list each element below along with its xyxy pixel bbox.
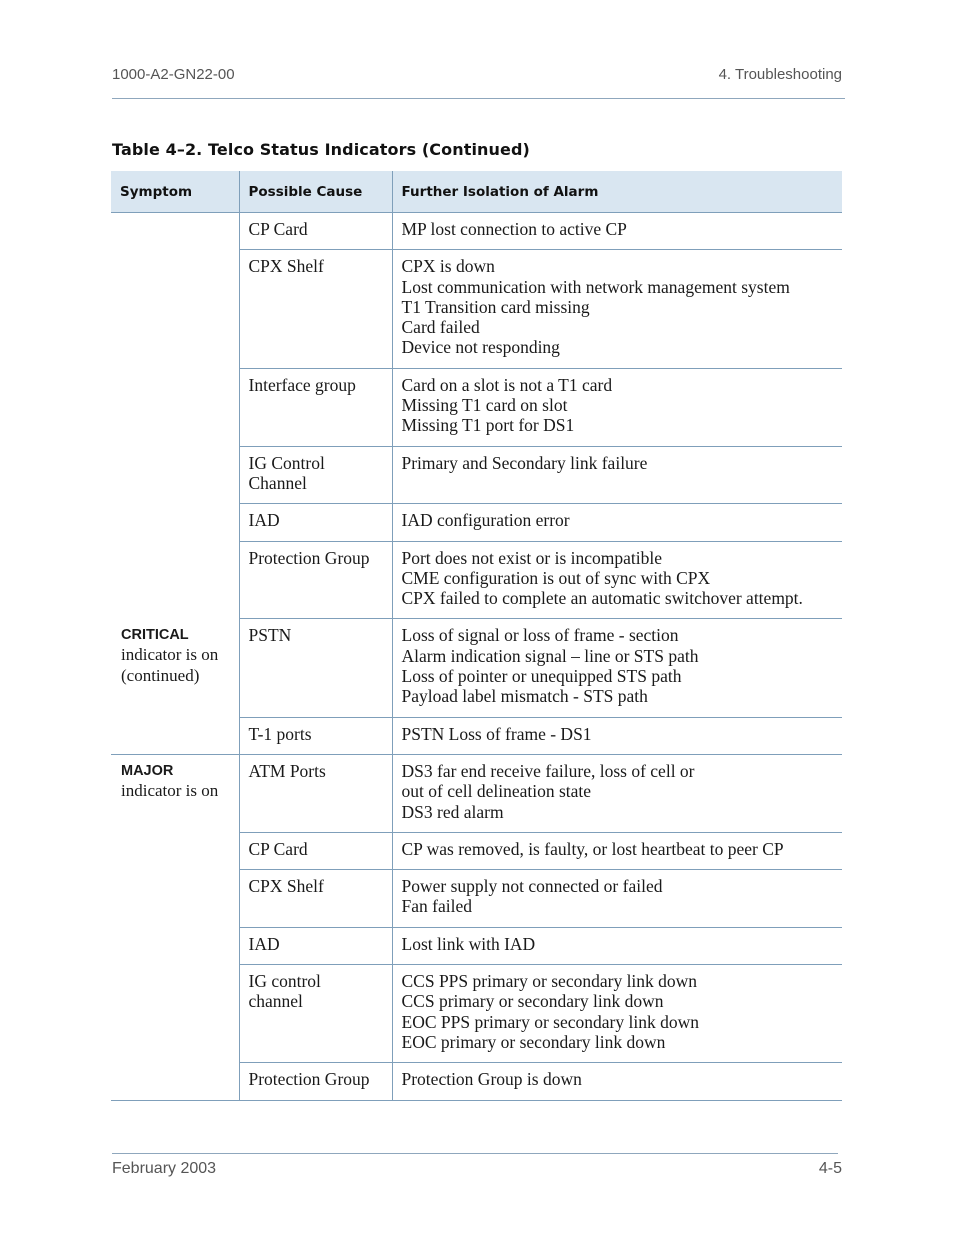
isolation-text: EOC PPS primary or secondary link down (401, 1011, 699, 1032)
possible-cause-text: IAD (248, 933, 280, 954)
possible-cause-cell (239, 619, 392, 717)
isolation-text: DS3 red alarm (401, 801, 504, 822)
isolation-cell (392, 754, 842, 832)
isolation-text: CPX is down (401, 256, 495, 277)
isolation-text: CPX failed to complete an automatic switchover attempt. (401, 588, 803, 609)
isolation-cell (392, 927, 842, 964)
isolation-cell (392, 619, 842, 717)
table-row (111, 754, 842, 832)
isolation-text: Alarm indication signal – line or STS path (401, 645, 699, 666)
isolation-cell (392, 250, 842, 368)
column-header-possible-cause: Possible Cause (239, 171, 392, 213)
isolation-text: Lost link with IAD (401, 933, 536, 954)
isolation-cell (392, 832, 842, 869)
possible-cause-cell (239, 250, 392, 368)
isolation-text: Primary and Secondary link failure (401, 452, 648, 473)
isolation-text: Protection Group is down (401, 1069, 582, 1090)
isolation-cell (392, 213, 842, 250)
possible-cause-text: CP Card (248, 838, 308, 859)
isolation-text: PSTN Loss of frame - DS1 (401, 723, 592, 744)
symptom-cell (111, 754, 239, 1100)
possible-cause-text: T-1 ports (248, 723, 312, 744)
isolation-cell (392, 1063, 842, 1100)
isolation-text: Fan failed (401, 896, 472, 917)
possible-cause-text: IG Control (248, 452, 325, 473)
isolation-text: Port does not exist or is incompatible (401, 547, 663, 568)
isolation-text: Device not responding (401, 337, 560, 358)
isolation-text: T1 Transition card missing (401, 296, 590, 317)
column-header-symptom: Symptom (111, 171, 239, 213)
page-header (112, 66, 842, 90)
column-header-further-isolation: Further Isolation of Alarm (392, 171, 842, 213)
possible-cause-text: CP Card (248, 219, 308, 239)
isolation-text: MP lost connection to active CP (401, 219, 627, 239)
table-body (111, 213, 842, 1101)
possible-cause-cell (239, 368, 392, 446)
document-number: 1000-A2-GN22-00 (112, 66, 235, 83)
symptom-cell (111, 213, 239, 619)
isolation-text: Missing T1 card on slot (401, 395, 568, 416)
possible-cause-text: IAD (248, 510, 280, 531)
telco-status-table (111, 171, 842, 1101)
possible-cause-text: Protection Group (248, 547, 370, 568)
page-number: 4-5 (818, 1160, 842, 1177)
possible-cause-cell (239, 446, 392, 504)
isolation-text: CCS primary or secondary link down (401, 991, 664, 1012)
table-row (111, 619, 842, 717)
possible-cause-text: CPX Shelf (248, 256, 324, 277)
possible-cause-cell (239, 504, 392, 541)
isolation-text: Card on a slot is not a T1 card (401, 374, 613, 395)
table-title: Table 4–2. Telco Status Indicators (Continued) (112, 140, 530, 159)
isolation-text: Payload label mismatch - STS path (401, 686, 648, 707)
possible-cause-cell (239, 832, 392, 869)
isolation-text: CCS PPS primary or secondary link down (401, 971, 698, 992)
isolation-cell (392, 965, 842, 1063)
possible-cause-cell (239, 1063, 392, 1100)
isolation-cell (392, 717, 842, 754)
isolation-text: CP was removed, is faulty, or lost heartbeat to peer CP (401, 838, 784, 859)
isolation-cell (392, 504, 842, 541)
publication-date: February 2003 (112, 1160, 217, 1177)
isolation-text: Card failed (401, 317, 480, 338)
possible-cause-text: PSTN (248, 625, 292, 646)
possible-cause-cell (239, 213, 392, 250)
possible-cause-text: ATM Ports (248, 760, 326, 781)
possible-cause-text: Protection Group (248, 1069, 370, 1090)
header-divider (112, 98, 845, 99)
possible-cause-cell (239, 927, 392, 964)
footer-divider (112, 1153, 838, 1154)
isolation-text: Power supply not connected or failed (401, 876, 663, 897)
symptom-text: indicator is on (121, 645, 219, 665)
possible-cause-text: IG control (248, 971, 321, 992)
possible-cause-text: CPX Shelf (248, 876, 324, 897)
possible-cause-cell (239, 717, 392, 754)
symptom-text: (continued) (121, 665, 200, 685)
isolation-text: Loss of pointer or unequipped STS path (401, 666, 682, 687)
table-header-row (111, 171, 842, 213)
isolation-cell (392, 368, 842, 446)
isolation-cell (392, 541, 842, 619)
symptom-cell (111, 619, 239, 754)
isolation-cell (392, 870, 842, 928)
isolation-text: Lost communication with network management system (401, 276, 790, 297)
isolation-cell (392, 446, 842, 504)
possible-cause-text: Channel (248, 472, 307, 493)
possible-cause-cell (239, 870, 392, 928)
symptom-text: indicator is on (121, 781, 219, 801)
isolation-text: CME configuration is out of sync with CPX (401, 567, 711, 588)
isolation-text: IAD configuration error (401, 510, 570, 531)
severity-label: CRITICAL (121, 626, 189, 643)
chapter-title: 4. Troubleshooting (718, 66, 842, 83)
severity-label: MAJOR (121, 762, 174, 779)
possible-cause-cell (239, 541, 392, 619)
possible-cause-text: Interface group (248, 374, 356, 395)
possible-cause-text: channel (248, 991, 303, 1012)
possible-cause-cell (239, 965, 392, 1063)
isolation-text: Missing T1 port for DS1 (401, 415, 575, 436)
page-footer (112, 1160, 842, 1184)
isolation-text: out of cell delineation state (401, 781, 592, 802)
isolation-text: DS3 far end receive failure, loss of cell or (401, 760, 695, 781)
possible-cause-cell (239, 754, 392, 832)
table-row (111, 213, 842, 250)
isolation-text: Loss of signal or loss of frame - section (401, 625, 679, 646)
isolation-text: EOC primary or secondary link down (401, 1031, 666, 1052)
